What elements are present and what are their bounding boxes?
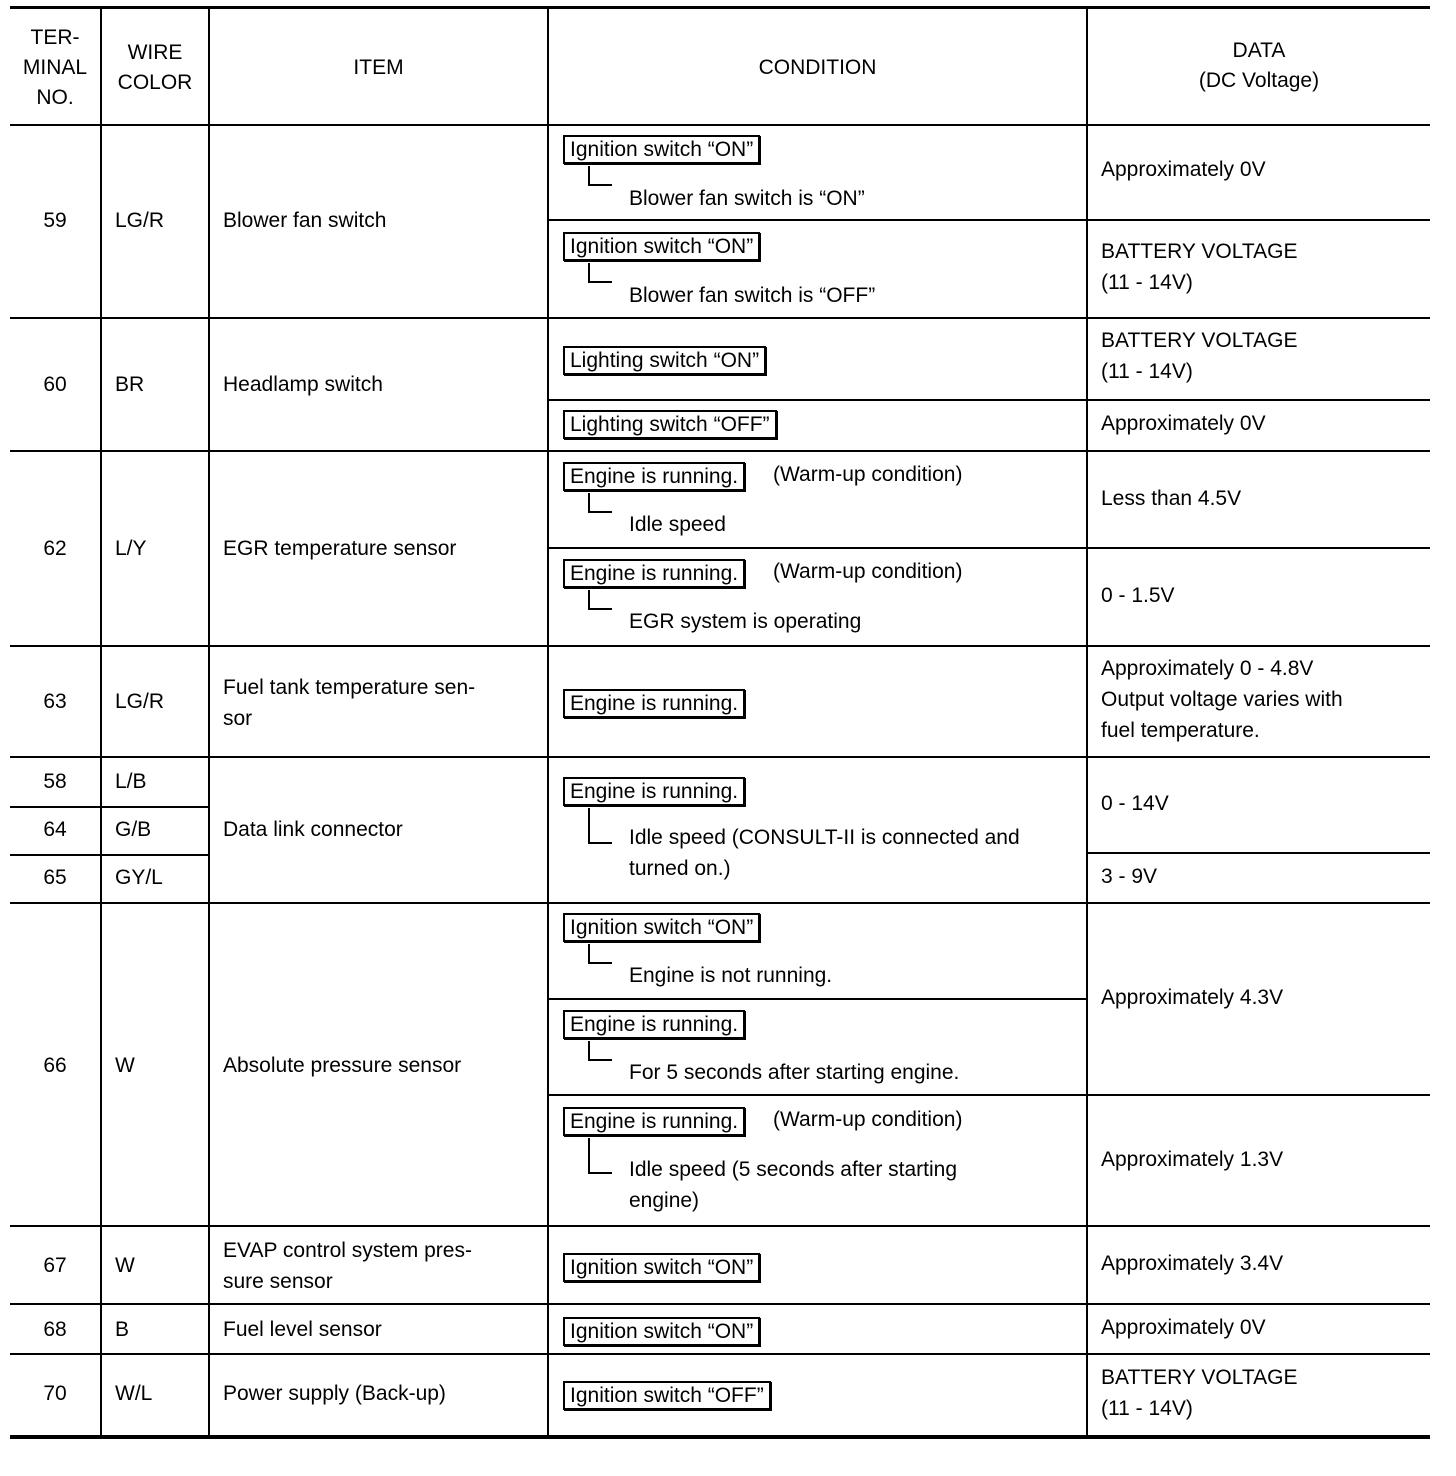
terminal-no: 60 (43, 373, 67, 396)
header-wire-color: WIRE COLOR (117, 41, 193, 94)
item-name: Data link connector (223, 818, 403, 841)
data-value: Approximately 0V (1101, 158, 1266, 181)
header-item: ITEM (353, 56, 404, 79)
condition-sub: Idle speed (CONSULT-II is connected and turned on.) (629, 826, 1020, 880)
data-value: Approximately 3.4V (1101, 1252, 1284, 1275)
row-divider (10, 1225, 1430, 1227)
condition-box: Ignition switch “ON” (563, 135, 760, 164)
row-divider (549, 547, 1430, 549)
condition-primary (563, 688, 745, 719)
condition-box: Lighting switch “ON” (563, 346, 766, 375)
wire-color: GY/L (115, 866, 163, 889)
data-value: Approximately 4.3V (1101, 986, 1284, 1009)
terminal-no: 65 (43, 866, 67, 889)
row-divider (10, 902, 1430, 904)
condition-note: (Warm-up condition) (773, 1108, 963, 1131)
data-value: Approximately 1.3V (1101, 1148, 1284, 1171)
row-divider (10, 806, 210, 808)
wire-color: LG/R (115, 690, 165, 713)
terminal-no: 59 (43, 209, 67, 232)
data-value: Less than 4.5V (1101, 487, 1242, 510)
condition-box: Engine is running. (563, 689, 745, 718)
table-bottom-rule (10, 1435, 1430, 1439)
condition-primary (563, 409, 777, 440)
header-data: DATA (DC Voltage) (1198, 39, 1320, 92)
row-divider (549, 1094, 1430, 1096)
row-divider (549, 399, 1430, 401)
branch-connector (588, 808, 612, 844)
item-name: Absolute pressure sensor (223, 1054, 462, 1077)
condition-box: Engine is running. (563, 1107, 745, 1136)
condition-box: Ignition switch “OFF” (563, 1381, 771, 1410)
wire-color: L/Y (115, 537, 147, 560)
terminal-no: 66 (43, 1054, 67, 1077)
wire-color: LG/R (115, 209, 165, 232)
data-value: BATTERY VOLTAGE (11 - 14V) (1101, 1366, 1298, 1420)
condition-primary (563, 345, 766, 376)
wire-color: W (115, 1054, 135, 1077)
condition-box: Ignition switch “ON” (563, 1317, 760, 1346)
column-divider (1086, 6, 1088, 1437)
wire-color: W/L (115, 1382, 153, 1405)
condition-sub: Blower fan switch is “OFF” (629, 284, 876, 307)
column-divider (547, 6, 549, 1437)
condition-box: Engine is running. (563, 1010, 745, 1039)
row-divider (10, 756, 1430, 758)
condition-sub: Blower fan switch is “ON” (629, 187, 865, 210)
item-name: Power supply (Back-up) (223, 1382, 446, 1405)
condition-sub: For 5 seconds after starting engine. (629, 1061, 960, 1084)
condition-box: Engine is running. (563, 559, 745, 588)
condition-primary (563, 461, 745, 492)
wire-color: L/B (115, 770, 147, 793)
data-value: BATTERY VOLTAGE (11 - 14V) (1101, 240, 1298, 294)
row-divider (10, 1303, 1430, 1305)
branch-connector (588, 166, 612, 186)
wire-color: W (115, 1254, 135, 1277)
condition-primary (563, 1106, 745, 1137)
row-divider (10, 1353, 1430, 1355)
row-divider (10, 317, 1430, 319)
item-name: Headlamp switch (223, 373, 383, 396)
condition-primary (563, 1252, 760, 1283)
row-divider (1088, 852, 1430, 854)
condition-note: (Warm-up condition) (773, 463, 963, 486)
terminal-no: 67 (43, 1254, 67, 1277)
item-name: Fuel level sensor (223, 1318, 382, 1341)
branch-connector (588, 263, 612, 283)
row-divider (549, 998, 1088, 1000)
terminal-no: 63 (43, 690, 67, 713)
row-divider (10, 645, 1430, 647)
branch-connector (588, 590, 612, 610)
row-divider (549, 219, 1430, 221)
item-name: Fuel tank temperature sen- sor (223, 676, 476, 730)
data-value: Approximately 0 - 4.8V Output voltage varies with fuel temperature. (1101, 657, 1343, 742)
condition-sub: EGR system is operating (629, 610, 862, 633)
data-value: Approximately 0V (1101, 412, 1266, 435)
item-name: EVAP control system pres- sure sensor (223, 1239, 472, 1293)
terminal-no: 62 (43, 537, 67, 560)
condition-primary (563, 558, 745, 589)
ecm-terminal-table (10, 6, 1430, 1446)
condition-box: Engine is running. (563, 777, 745, 806)
column-divider (100, 6, 102, 1437)
table-top-rule (10, 6, 1430, 9)
terminal-no: 58 (43, 770, 67, 793)
condition-sub: Idle speed (5 seconds after starting engine) (629, 1158, 958, 1212)
data-value: 0 - 1.5V (1101, 584, 1175, 607)
wire-color: BR (115, 373, 145, 396)
condition-sub: Engine is not running. (629, 964, 833, 987)
item-name: EGR temperature sensor (223, 537, 457, 560)
header-terminal-no: TER- MINAL NO. (22, 26, 88, 109)
data-value: 0 - 14V (1101, 792, 1169, 815)
condition-primary (563, 134, 760, 165)
branch-connector (588, 944, 612, 964)
condition-box: Ignition switch “ON” (563, 913, 760, 942)
terminal-no: 68 (43, 1318, 67, 1341)
header-condition: CONDITION (758, 56, 877, 79)
condition-primary (563, 1380, 771, 1411)
data-value: BATTERY VOLTAGE (11 - 14V) (1101, 329, 1298, 383)
condition-primary (563, 1009, 745, 1040)
condition-primary (563, 912, 760, 943)
column-divider (208, 6, 210, 1437)
condition-primary (563, 231, 760, 262)
condition-primary (563, 1316, 760, 1347)
condition-box: Ignition switch “ON” (563, 232, 760, 261)
branch-connector (588, 493, 612, 513)
data-value: 3 - 9V (1101, 865, 1158, 888)
condition-box: Engine is running. (563, 462, 745, 491)
condition-primary (563, 776, 745, 807)
header-bottom-rule (10, 124, 1430, 126)
row-divider (10, 450, 1430, 452)
terminal-no: 64 (43, 818, 67, 841)
condition-sub: Idle speed (629, 513, 726, 536)
terminal-no: 70 (43, 1382, 67, 1405)
wire-color: B (115, 1318, 130, 1341)
branch-connector (588, 1138, 612, 1174)
condition-box: Lighting switch “OFF” (563, 410, 777, 439)
row-divider (10, 854, 210, 856)
data-value: Approximately 0V (1101, 1316, 1266, 1339)
condition-note: (Warm-up condition) (773, 560, 963, 583)
wire-color: G/B (115, 818, 152, 841)
branch-connector (588, 1041, 612, 1061)
condition-box: Ignition switch “ON” (563, 1253, 760, 1282)
item-name: Blower fan switch (223, 209, 387, 232)
